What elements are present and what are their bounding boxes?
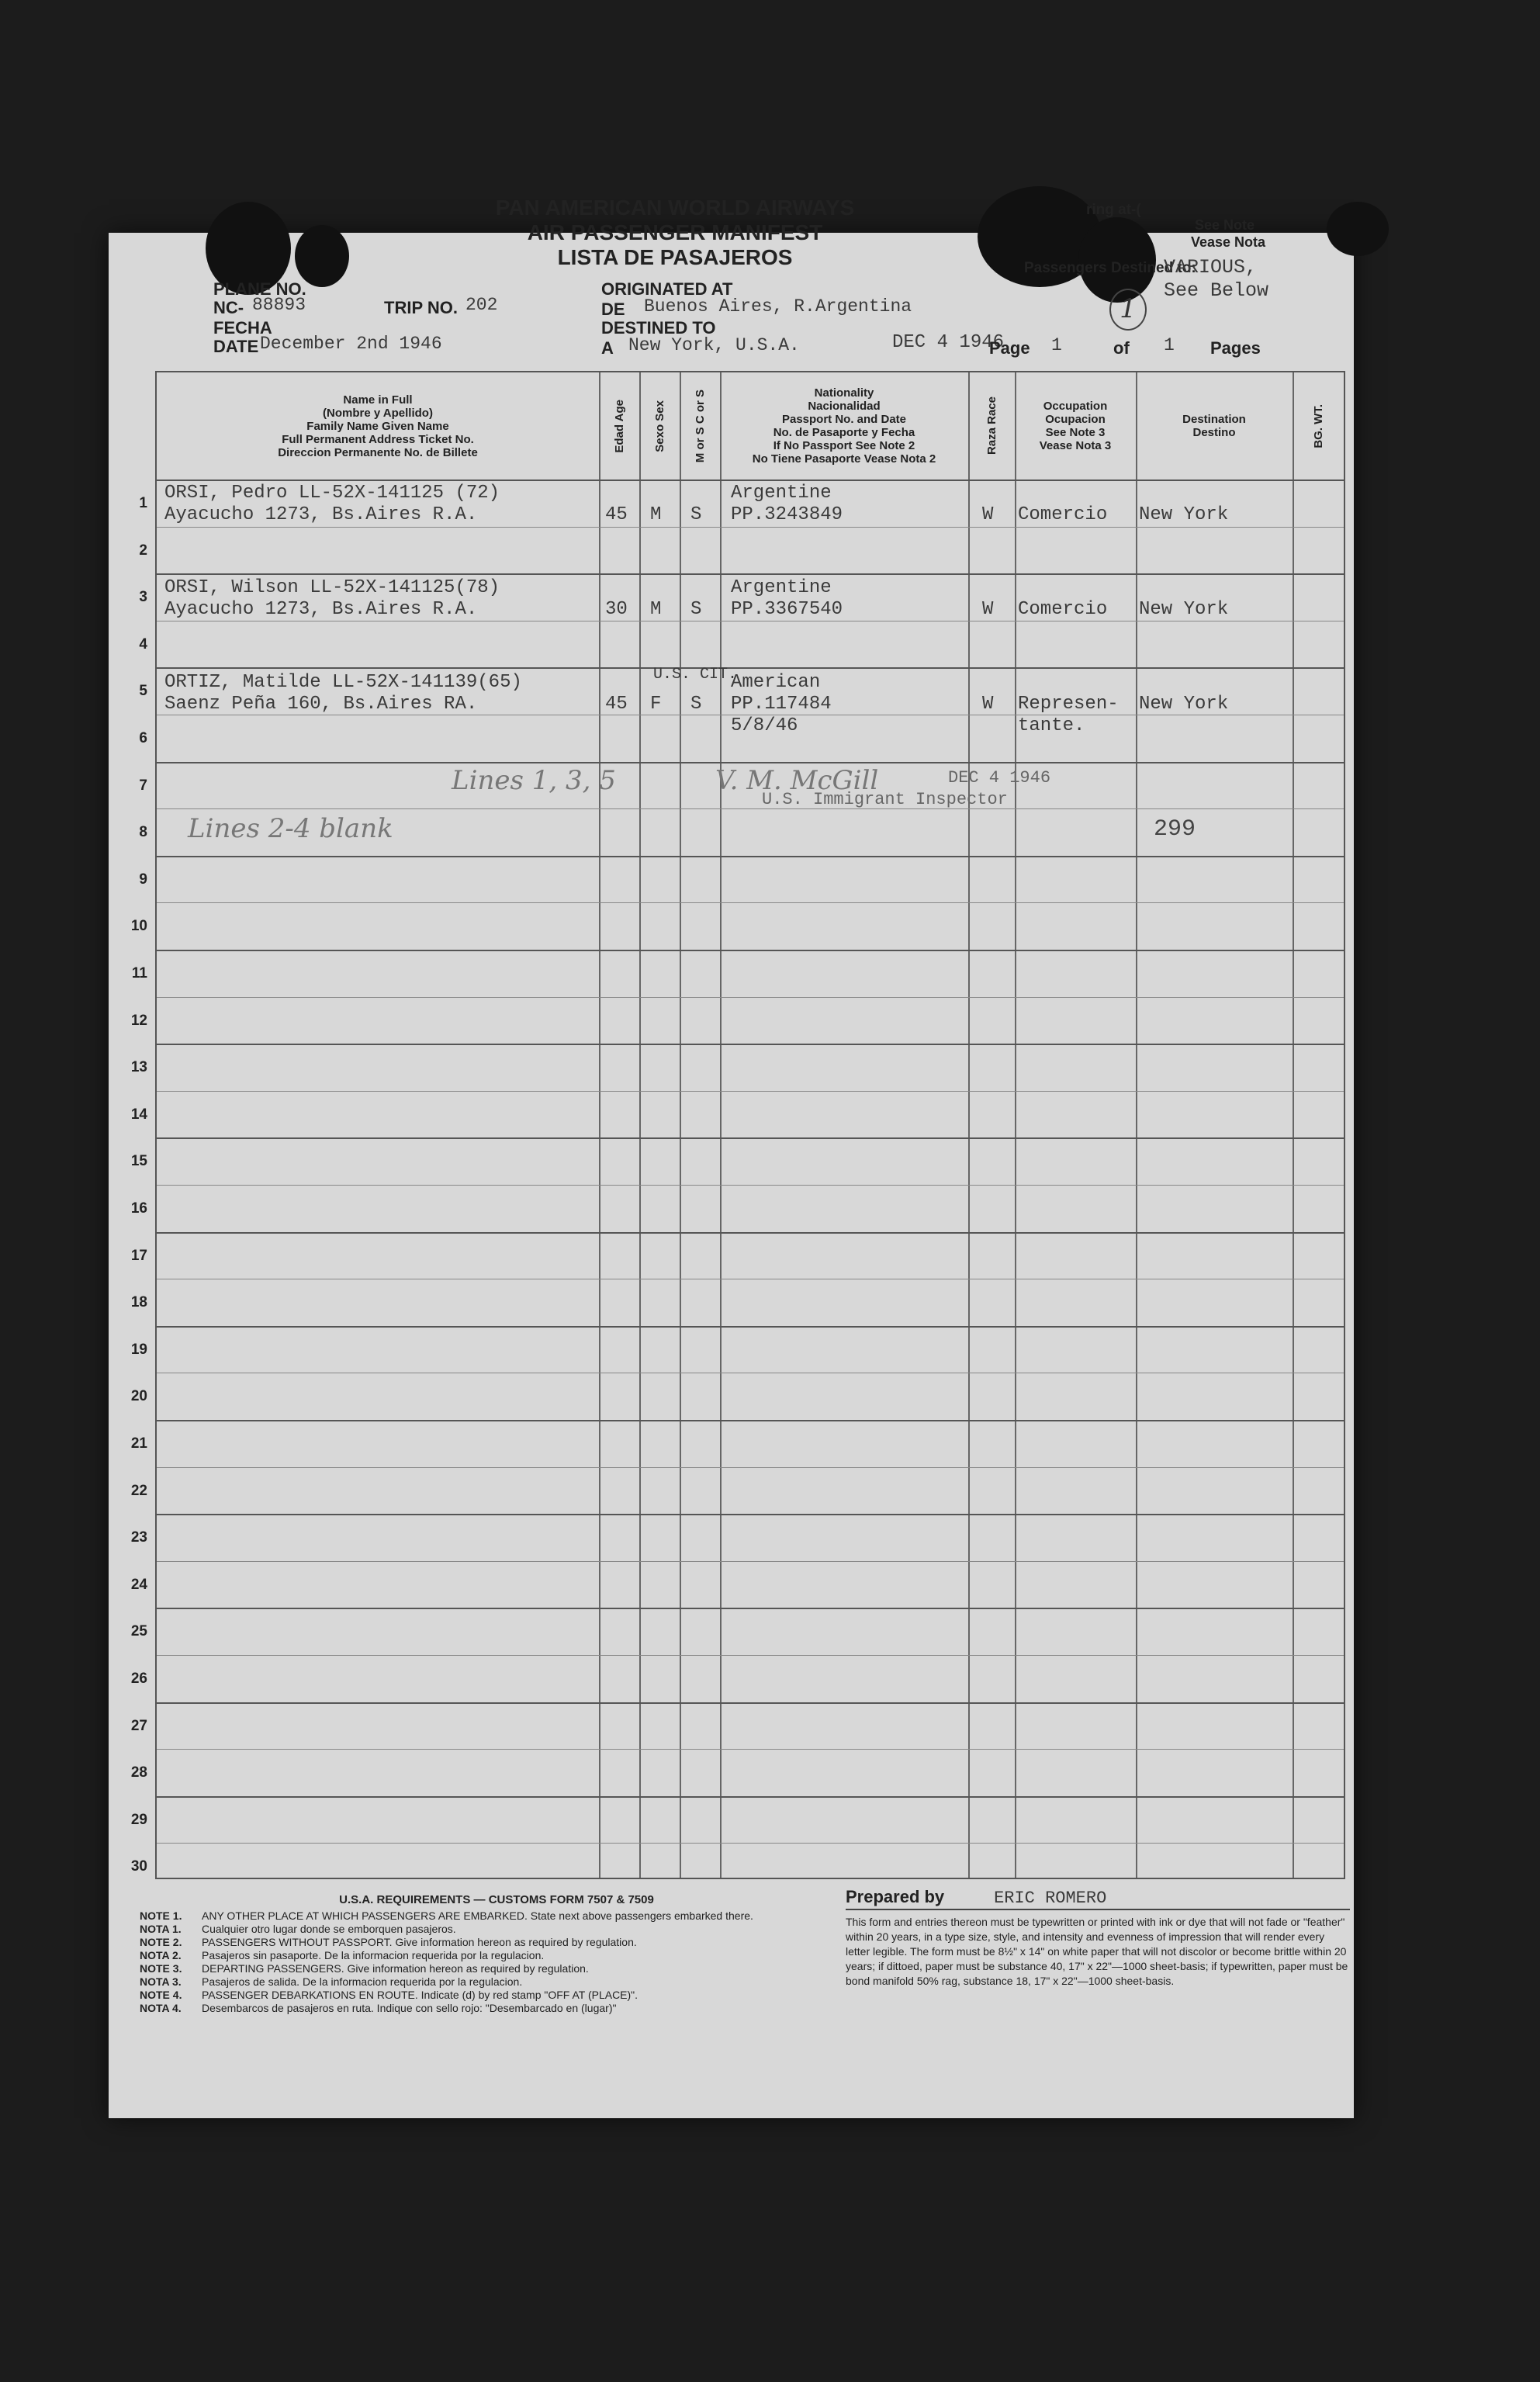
passenger-3-race: W (982, 694, 994, 715)
row-number: 30 (130, 1858, 147, 1875)
airline-name: PAN AMERICAN WORLD AIRWAYS (495, 196, 855, 220)
row-line (157, 1702, 1344, 1704)
passenger-1-age: 45 (605, 504, 628, 525)
passenger-1-name: ORSI, Pedro LL-52X-141125 (72) (164, 483, 500, 504)
note-item (140, 1949, 853, 1962)
col-header-marital: M or S C or S (693, 389, 707, 463)
note-item (140, 1936, 853, 1949)
notes-title: U.S.A. REQUIREMENTS — CUSTOMS FORM 7507 & 7509 (339, 1893, 654, 1906)
originated-label: ORIGINATED AT (601, 279, 733, 299)
col-header-age: Edad Age (612, 399, 626, 453)
row-number: 20 (130, 1388, 147, 1405)
row-number: 2 (139, 542, 147, 559)
note-item (140, 1989, 853, 2002)
note-item (140, 1909, 853, 1923)
row-number: 14 (130, 1106, 147, 1123)
row-line (157, 1185, 1344, 1186)
note-text: ANY OTHER PLACE AT WHICH PASSENGERS ARE EMBARKED. State next above passengers embarked there. (202, 1909, 753, 1922)
row-number: 22 (130, 1482, 147, 1499)
passenger-2-destination: New York (1139, 599, 1229, 620)
row-line (157, 1467, 1344, 1468)
passenger-2-age: 30 (605, 599, 628, 620)
passenger-3-sex: F (650, 694, 662, 715)
passenger-1-sex: M (650, 504, 662, 525)
plane-no-label: PLANE NO. (213, 279, 306, 299)
passenger-3-name: ORTIZ, Matilde LL-52X-141139(65) (164, 672, 522, 693)
ink-blot (295, 225, 349, 287)
col-header-sex: Sexo Sex (652, 400, 666, 452)
passenger-3-occupation-cont: tante. (1018, 715, 1085, 736)
passenger-2-occupation: Comercio (1018, 599, 1108, 620)
row-number: 9 (139, 871, 147, 888)
note-key: NOTE 2. (140, 1936, 182, 1948)
row-number: 7 (139, 777, 147, 794)
note-key: NOTA 1. (140, 1923, 182, 1935)
pages-value: 1 (1164, 335, 1175, 355)
col-header-bg-wt: BG. WT. (1311, 403, 1325, 448)
form-requirements-text: This form and entries thereon must be typewritten or printed with ink or dye that will not fade or "feather" within 20 years, in a type size, style, and intensity and evenness of impression that will render every letter legible. The form must be 8½" x 14" on white paper that will not discolor or become brittle within 20 years; if dittoed, paper must be substance 40, 17" x 22"—1000 sheet-basis; if typewritten, paper must be bond manifold 50% rag, substance 18, 17" x 22"—1000 sheet-basis. (846, 1916, 1348, 1987)
page-value: 1 (1051, 335, 1062, 355)
row-number: 19 (130, 1341, 147, 1358)
note-text: PASSENGER DEBARKATIONS EN ROUTE. Indicate (d) by red stamp "OFF AT (PLACE)". (202, 1989, 638, 2001)
of-label: of (1113, 338, 1130, 358)
row-line (157, 762, 1344, 763)
passenger-3-marital: S (690, 694, 702, 715)
row-number: 29 (130, 1811, 147, 1828)
row-number: 15 (130, 1153, 147, 1170)
page-label: Page (989, 338, 1030, 358)
inspector-signature: V. M. McGill (715, 765, 879, 796)
passenger-table (130, 371, 1345, 1879)
col-header-name: Name in Full (Nombre y Apellido) Family Name Given Name Full Permanent Address Ticket No. Direccion Permanente No. de Billete (278, 393, 478, 459)
trip-no-label: TRIP NO. (384, 298, 458, 317)
arrival-stamp-date: DEC 4 1946 (892, 332, 1005, 353)
col-divider (1136, 372, 1137, 1878)
prepared-label: Prepared by (846, 1887, 945, 1906)
col-divider (1015, 372, 1016, 1878)
passenger-1-passport: PP.3243849 (731, 504, 843, 525)
note-key: NOTE 4. (140, 1989, 182, 2001)
note-key: NOTE 1. (140, 1909, 182, 1922)
row-number: 5 (139, 683, 147, 700)
destined-value: VARIOUS, See Below (1164, 256, 1269, 302)
fecha-label: FECHA (213, 318, 272, 338)
passenger-3-passport: PP.117484 (731, 694, 832, 715)
a-label: A (601, 338, 614, 358)
passenger-2-marital: S (690, 599, 702, 620)
boarding-label: ring at-( (1086, 202, 1141, 218)
col-divider (599, 372, 600, 1878)
passenger-3-address: Saenz Peña 160, Bs.Aires RA. (164, 694, 478, 715)
row-line (157, 902, 1344, 903)
row-number: 25 (130, 1623, 147, 1640)
row-number: 11 (131, 965, 147, 982)
row-number: 1 (139, 495, 147, 511)
row-number: 21 (130, 1435, 147, 1452)
col-header-race: Raza Race (985, 396, 998, 455)
note-text: Cualquier otro lugar donde se emborquen pasajeros. (202, 1923, 456, 1935)
pages-label: Pages (1210, 338, 1261, 358)
row-line (157, 1091, 1344, 1092)
row-number: 4 (139, 635, 147, 653)
prepared-value: ERIC ROMERO (994, 1889, 1107, 1908)
passenger-3-nationality: American (731, 672, 821, 693)
destined-to-label: DESTINED TO (601, 318, 716, 338)
trip-no-value: 202 (465, 295, 498, 315)
row-number: 23 (130, 1529, 147, 1546)
manifest-title-es: LISTA DE PASAJEROS (557, 245, 793, 269)
col-divider (968, 372, 970, 1878)
note-item (140, 1962, 853, 1975)
row-line (157, 573, 1344, 575)
dest-value: New York, U.S.A. (628, 335, 800, 355)
row-number: 24 (130, 1576, 147, 1593)
row-number: 12 (130, 1012, 147, 1029)
inspector-title: U.S. Immigrant Inspector (762, 790, 1008, 809)
row-line (157, 1420, 1344, 1421)
inspector-stamp-date: DEC 4 1946 (948, 768, 1051, 788)
manifest-sheet (109, 196, 1354, 2118)
date-label: DATE (213, 337, 259, 356)
note-key: NOTE 3. (140, 1962, 182, 1975)
header-divider (157, 480, 1344, 481)
passenger-2-passport: PP.3367540 (731, 599, 843, 620)
row-number: 10 (130, 918, 147, 935)
row-number: 26 (130, 1671, 147, 1687)
row-line (157, 808, 1344, 809)
passenger-2-nationality: Argentine (731, 577, 832, 598)
note-text: Desembarcos de pasajeros en ruta. Indique con sello rojo: "Desembarcado en (lugar)" (202, 2002, 617, 2014)
passenger-1-occupation: Comercio (1018, 504, 1108, 525)
prepared-section (846, 1889, 1350, 1989)
note-text: DEPARTING PASSENGERS. Give information hereon as required by regulation. (202, 1962, 589, 1975)
passenger-2-address: Ayacucho 1273, Bs.Aires R.A. (164, 599, 478, 620)
requirements-notes (140, 1893, 853, 2015)
row-number: 3 (139, 589, 147, 606)
lines-note: Lines 1, 3, 5 (452, 765, 616, 796)
passenger-2-sex: M (650, 599, 662, 620)
row-number: 27 (130, 1717, 147, 1734)
row-number: 8 (139, 824, 147, 841)
row-line (157, 1843, 1344, 1844)
row-number: 13 (130, 1059, 147, 1076)
see-note-label: See Note (1195, 217, 1255, 233)
nc-value: 88893 (252, 295, 306, 315)
row-line (157, 1561, 1344, 1562)
row-line (157, 1137, 1344, 1139)
date-value: December 2nd 1946 (260, 334, 442, 354)
row-line (157, 1608, 1344, 1609)
passenger-3-destination: New York (1139, 694, 1229, 715)
de-label: DE (601, 299, 625, 319)
passenger-1-marital: S (690, 504, 702, 525)
row-line (157, 527, 1344, 528)
note-key: NOTA 2. (140, 1949, 182, 1961)
row-line (157, 1514, 1344, 1515)
nc-label: NC- (213, 298, 244, 317)
note-item (140, 1923, 853, 1936)
passenger-2-name: ORSI, Wilson LL-52X-141125(78) (164, 577, 500, 598)
blank-lines-note: Lines 2-4 blank (188, 813, 393, 844)
row-line (157, 1326, 1344, 1328)
note-item (140, 2002, 853, 2015)
passengers-destined-label: Passengers Destined to: (1024, 260, 1196, 276)
col-header-nationality: Nationality Nacionalidad Passport No. and Date No. de Pasaporte y Fecha If No Passport See Note 2 No Tiene Pasaporte Vease Nota 2 (752, 386, 936, 466)
row-line (157, 1655, 1344, 1656)
circled-number: 1 (1109, 289, 1147, 331)
col-header-destination: Destination Destino (1182, 413, 1246, 439)
passenger-3-occupation: Represen- (1018, 694, 1119, 715)
passenger-1-nationality: Argentine (731, 483, 832, 504)
notes-list (140, 1909, 853, 2015)
row-line (157, 1232, 1344, 1234)
row-number: 18 (130, 1294, 147, 1311)
row-line (157, 1796, 1344, 1798)
row-line (157, 1044, 1344, 1045)
passenger-1-race: W (982, 504, 994, 525)
row-number: 16 (130, 1200, 147, 1217)
row-line (157, 950, 1344, 951)
passenger-1-destination: New York (1139, 504, 1229, 525)
note-item (140, 1975, 853, 1989)
manifest-title: AIR PASSENGER MANIFEST (527, 220, 823, 244)
col-divider (720, 372, 722, 1878)
row-number: 17 (130, 1247, 147, 1264)
vease-note-label: Vease Nota (1191, 234, 1266, 250)
passenger-2-race: W (982, 599, 994, 620)
note-text: Pasajeros de salida. De la informacion requerida por la regulacion. (202, 1975, 523, 1988)
origin-value: Buenos Aires, R.Argentina (644, 296, 912, 317)
col-divider (639, 372, 641, 1878)
note-key: NOTA 3. (140, 1975, 182, 1988)
ink-blot (1327, 202, 1389, 256)
row-number: 28 (130, 1764, 147, 1781)
passenger-3-age: 45 (605, 694, 628, 715)
passenger-1-address: Ayacucho 1273, Bs.Aires R.A. (164, 504, 478, 525)
col-header-occupation: Occupation Ocupacion See Note 3 Vease Nota 3 (1039, 400, 1112, 452)
col-divider (1293, 372, 1294, 1878)
citizen-stamp: U.S. CIT. (653, 666, 738, 684)
passenger-3-passport-date: 5/8/46 (731, 715, 798, 736)
note-text: PASSENGERS WITHOUT PASSPORT. Give information hereon as required by regulation. (202, 1936, 637, 1948)
row-number: 6 (139, 730, 147, 746)
row-line (157, 1749, 1344, 1750)
stamp-number: 299 (1154, 816, 1196, 843)
col-divider (680, 372, 681, 1878)
note-text: Pasajeros sin pasaporte. De la informacion requerida por la regulacion. (202, 1949, 545, 1961)
row-line (157, 997, 1344, 998)
row-line (157, 856, 1344, 857)
row-line (157, 667, 1344, 669)
note-key: NOTA 4. (140, 2002, 182, 2014)
